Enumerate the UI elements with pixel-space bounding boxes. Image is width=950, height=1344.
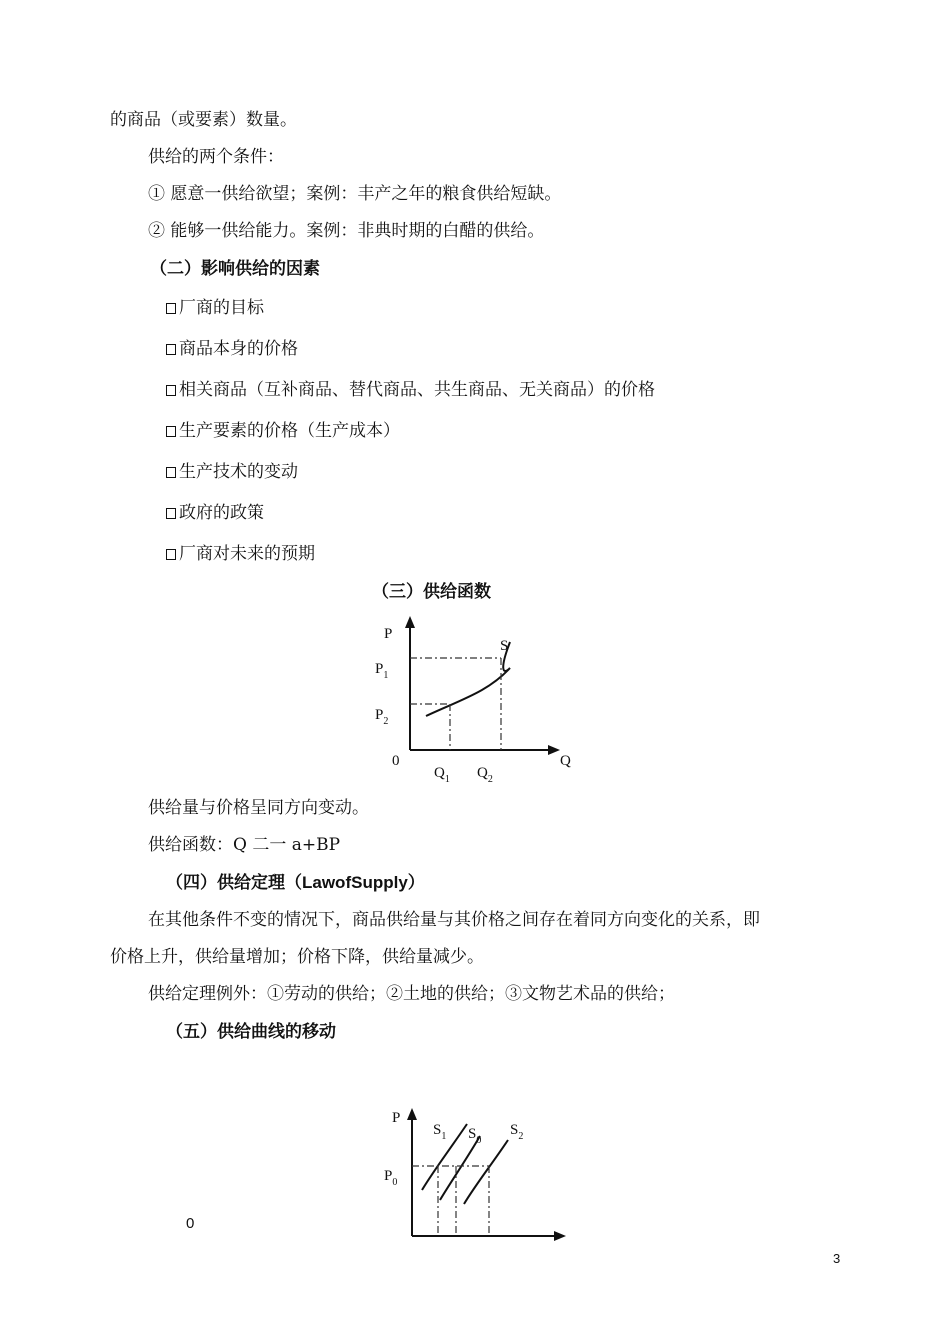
supply-curve-s2 [464,1140,508,1204]
y-axis-arrow [405,616,415,628]
condition-1: ① 愿意一供给欲望；案例：丰产之年的粮食供给短缺。 [148,184,562,204]
y-axis-label: P [392,1110,401,1126]
section4-heading: （四）供给定理（LawofSupply） [166,873,425,893]
factor-item: 政府的政策 [166,502,264,524]
stray-zero: 0 [186,1215,195,1232]
page-number: 3 [833,1251,841,1266]
section5-heading: （五）供给曲线的移动 [166,1022,336,1042]
y-axis-label: P [384,626,393,642]
checkbox-square-icon [166,508,176,519]
checkbox-square-icon [166,344,176,355]
s2-label: $S_2$ [510,1122,524,1142]
factor-item: 商品本身的价格 [166,338,298,360]
checkbox-square-icon [166,467,176,478]
section3-heading: （三）供给函数 [372,582,491,602]
q1-label: $Q_1$ [434,765,450,785]
definition-tail: 的商品（或要素）数量。 [110,110,297,130]
s0-label: $S_0$ [468,1126,482,1146]
supply-curve-s [426,642,510,716]
s1-label: $S_1$ [433,1122,447,1142]
conditions-intro: 供给的两个条件： [148,147,284,167]
checkbox-square-icon [166,549,176,560]
y-axis-arrow [407,1108,417,1120]
checkbox-square-icon [166,385,176,396]
p2-label: $P_2$ [375,707,389,727]
supply-curve-s0 [440,1136,480,1200]
p1-label: $P_1$ [375,661,389,681]
origin-label: 0 [392,753,400,769]
x-axis-label: Q [560,753,571,769]
factor-item: 生产技术的变动 [166,461,298,483]
x-axis-arrow [548,745,560,755]
x-axis-arrow [554,1231,566,1241]
checkbox-square-icon [166,303,176,314]
law-paragraph-line1: 在其他条件不变的情况下，商品供给量与其价格之间存在着同方向变化的关系，即 [148,910,760,930]
p0-label: $P_0$ [384,1168,398,1188]
supply-note: 供给量与价格呈同方向变动。 [148,798,369,818]
law-exceptions: 供给定理例外：①劳动的供给；②土地的供给；③文物艺术品的供给； [148,984,675,1004]
s-label: S [500,638,509,654]
condition-2: ② 能够一供给能力。案例：非典时期的白醋的供给。 [148,221,545,241]
factor-item: 厂商的目标 [166,297,264,319]
checkbox-square-icon [166,426,176,437]
supply-function-chart [360,612,590,792]
section2-heading: （二）影响供给的因素 [150,259,320,279]
q2-label: $Q_2$ [477,765,493,785]
factor-item: 生产要素的价格（生产成本） [166,420,400,442]
supply-function: 供给函数：Q 二一 a+BP [148,835,341,855]
supply-shift-chart [372,1100,582,1245]
factor-item: 相关商品（互补商品、替代商品、共生商品、无关商品）的价格 [166,379,655,401]
factor-item: 厂商对未来的预期 [166,543,315,565]
law-paragraph-line2: 价格上升，供给量增加；价格下降，供给量减少。 [110,947,484,967]
